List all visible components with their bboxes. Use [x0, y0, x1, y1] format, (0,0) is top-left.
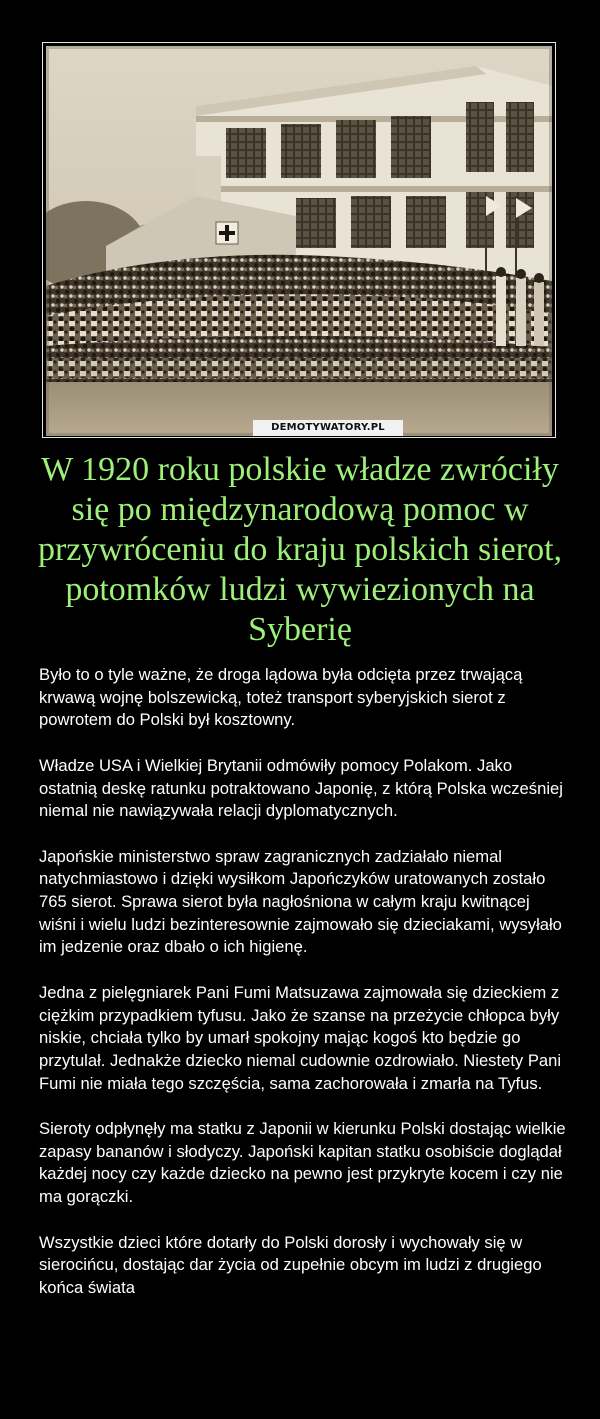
headline: W 1920 roku polskie władze zwróciły się po międzynarodową pomoc w przywróceniu do kraju polskich sierot, potomków ludzi wywiezionych na Syberię — [37, 451, 563, 648]
paragraph: Sieroty odpłynęły ma statku z Japonii w kierunku Polski dostając wielkie zapasy bananów i słodyczy. Japoński kapitan statku osobiście doglądał każdej nocy czy każde dziecko na pewno jest przykryte kocem i czy nie ma gorączki. — [39, 1119, 566, 1207]
photo-frame — [42, 42, 556, 438]
paragraph: Japońskie ministerstwo spraw zagranicznych zadziałało niemal natychmiastowo i dzięki wysiłkom Japończyków uratowanych zostało 765 sierot. Sprawa sierot była nagłośniona w całym kraju kwitnącej wiśni i wielu ludzi bezinteresownie zajmowało się dzieciakami, wysyłało im jedzenie oraz dbało o ich higienę. — [39, 846, 562, 957]
group-photo — [46, 46, 552, 436]
paragraph: Wszystkie dzieci które dotarły do Polski dorosły i wychowały się w sierocińcu, dostając dar życia od zupełnie obcym im ludzi z drugiego końca świata — [39, 1232, 542, 1297]
paragraph: Władze USA i Wielkiej Brytanii odmówiły pomocy Polakom. Jako ostatnią deskę ratunku potraktowano Japonię, z którą Polska wcześniej niemal nie nawiązywała relacji dyplomatycznych. — [39, 755, 563, 821]
paragraph: Było to o tyle ważne, że droga lądowa była odcięta przez trwającą krwawą wojnę bolszewicką, toteż transport syberyjskich sierot z powrotem do Polski był kosztowny. — [39, 665, 523, 730]
watermark-label: DEMOTYWATORY.PL — [253, 420, 403, 436]
article-body — [39, 664, 569, 1300]
paragraph: Jedna z pielęgniarek Pani Fumi Matsuzawa zajmowała się dzieckiem z ciężkim przypadkiem tyfusu. Jako że szanse na przeżycie chłopca były niskie, chciała tylko by umarł spokojny mając kogoś kto będzie go przytulał. Jednakże dziecko niemal cudownie ozdrowiało. Niestety Pani Fumi nie miała tego szczęścia, sama zachorowała i zmarła na Tyfus. — [39, 982, 562, 1093]
